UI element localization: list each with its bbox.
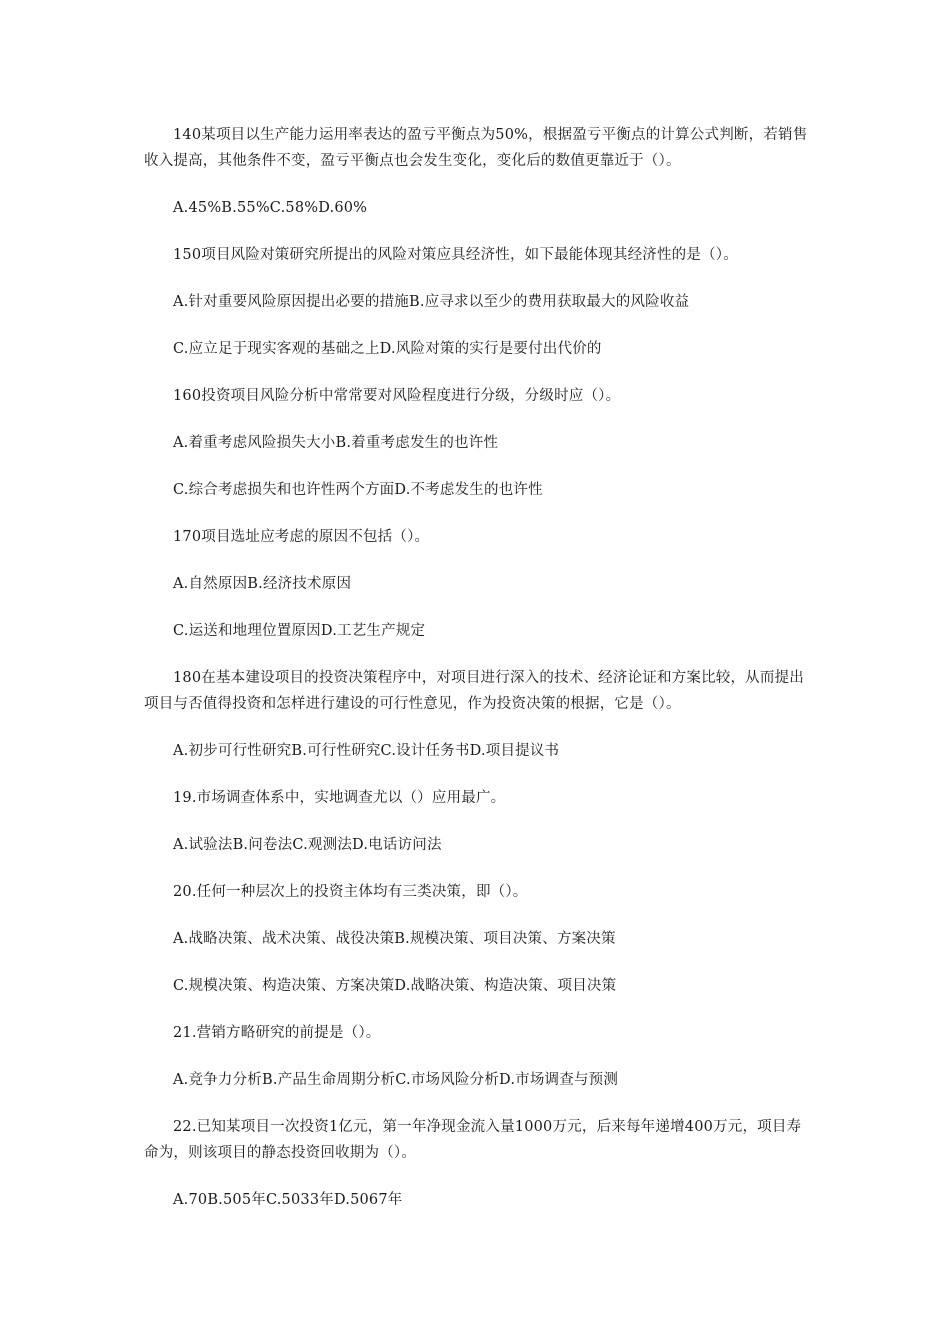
question-22: 22.已知某项目一次投资1亿元，第一年净现金流入量1000万元，后来每年递增400万元，项目寿命为，则该项目的静态投资回收期为（）。 [144, 1119, 802, 1161]
options-22: A.70B.505年C.5033年D.5067年 [173, 1192, 403, 1208]
question-20: 20.任何一种层次上的投资主体均有三类决策，即（）。 [173, 884, 528, 900]
question-21: 21.营销方略研究的前提是（）。 [173, 1025, 381, 1041]
options-19: A.试验法B.问卷法C.观测法D.电话访问法 [173, 837, 442, 853]
options-150-ab: A.针对重要风险原因提出必要的措施B.应寻求以至少的费用获取最大的风险收益 [173, 294, 690, 310]
question-170: 170项目选址应考虑的原因不包括（）。 [173, 529, 430, 545]
question-140: 140某项目以生产能力运用率表达的盈亏平衡点为50%，根据盈亏平衡点的计算公式判断，若销售收入提高，其他条件不变，盈亏平衡点也会发生变化，变化后的数值更靠近于（）。 [144, 127, 808, 169]
options-20-ab: A.战略决策、战术决策、战役决策B.规模决策、项目决策、方案决策 [173, 931, 616, 947]
question-150: 150项目风险对策研究所提出的风险对策应具经济性，如下最能体现其经济性的是（）。 [173, 247, 738, 263]
options-140: A.45%B.55%C.58%D.60% [173, 200, 368, 216]
options-180: A.初步可行性研究B.可行性研究C.设计任务书D.项目提议书 [173, 743, 560, 759]
options-170-ab: A.自然原因B.经济技术原因 [173, 576, 352, 592]
options-160-ab: A.着重考虑风险损失大小B.着重考虑发生的也许性 [173, 435, 499, 451]
options-150-cd: C.应立足于现实客观的基础之上D.风险对策的实行是要付出代价的 [173, 341, 602, 357]
question-160: 160投资项目风险分析中常常要对风险程度进行分级，分级时应（）。 [173, 388, 621, 404]
options-20-cd: C.规模决策、构造决策、方案决策D.战略决策、构造决策、项目决策 [173, 978, 617, 994]
options-21: A.竞争力分析B.产品生命周期分析C.市场风险分析D.市场调查与预测 [173, 1072, 619, 1088]
options-160-cd: C.综合考虑损失和也许性两个方面D.不考虑发生的也许性 [173, 482, 543, 498]
document-page [144, 122, 810, 1234]
question-180: 180在基本建设项目的投资决策程序中，对项目进行深入的技术、经济论证和方案比较，从而提出项目与否值得投资和怎样进行建设的可行性意见，作为投资决策的根据，它是（）。 [144, 670, 804, 712]
options-170-cd: C.运送和地理位置原因D.工艺生产规定 [173, 623, 426, 639]
question-19: 19.市场调查体系中，实地调查尤以（）应用最广。 [173, 790, 506, 806]
